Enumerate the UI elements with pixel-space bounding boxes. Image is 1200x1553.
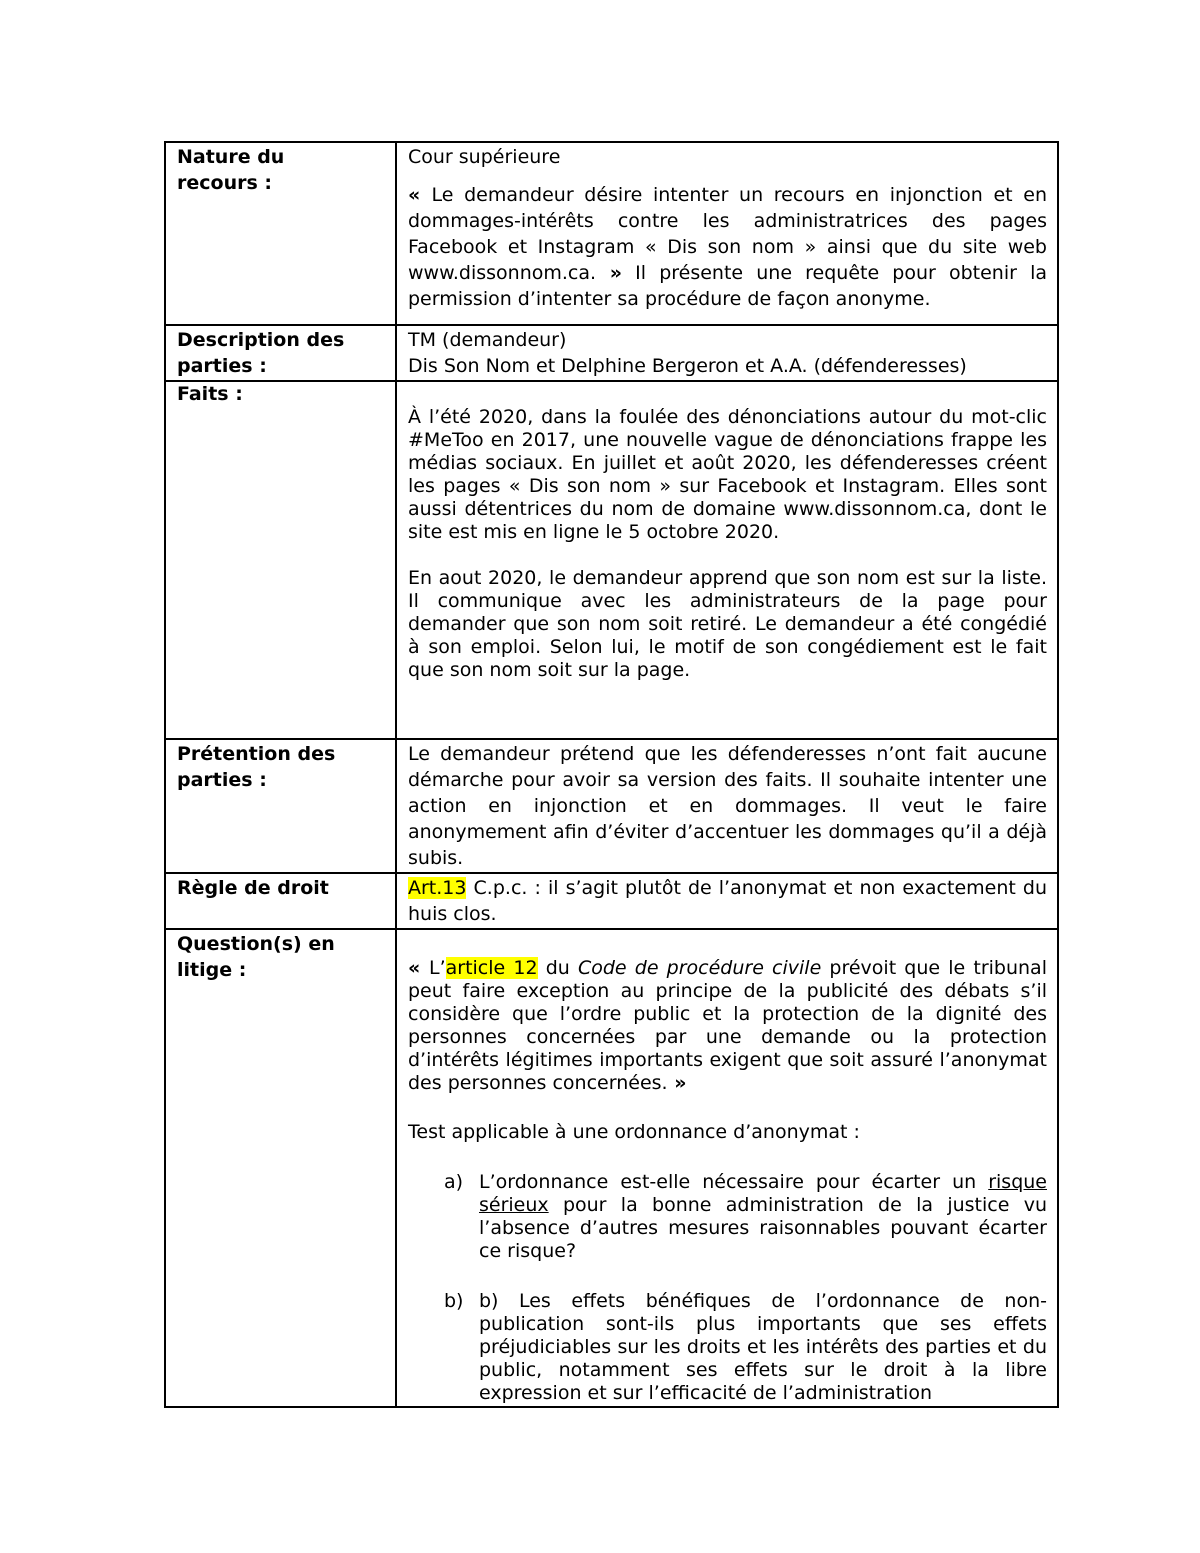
article-12-quote bbox=[408, 957, 1047, 1095]
item-a-underlined: risque sérieux bbox=[479, 1171, 1047, 1216]
label-nature-line1: Nature du bbox=[177, 146, 285, 168]
quote-close-mark: » bbox=[596, 262, 623, 284]
regle-text bbox=[408, 875, 1047, 927]
content-nature-du-recours bbox=[396, 142, 1058, 325]
test-item-a bbox=[444, 1171, 1047, 1263]
row-faits bbox=[165, 381, 1058, 739]
label-description-line1: Description des bbox=[177, 329, 345, 351]
label-faits-text: Faits : bbox=[177, 383, 243, 405]
regle-rest: C.p.c. : il s’agit plutôt de l’anonymat et non exactement du huis clos. bbox=[408, 877, 1047, 925]
row-pretention-des-parties bbox=[165, 739, 1058, 873]
content-questions-en-litige bbox=[396, 929, 1058, 1407]
party-plaintiff: TM (demandeur) bbox=[408, 329, 567, 351]
item-a-pre: L’ordonnance est-elle nécessaire pour écarter un bbox=[479, 1171, 989, 1193]
pretention-text: Le demandeur prétend que les défenderesses n’ont fait aucune démarche pour avoir sa version des faits. Il souhaite intenter une action en injonction et en dommages. Il veut le faire anonymement afin d’éviter d’accentuer les dommages qu’il a déjà subis. bbox=[408, 743, 1047, 869]
nature-quote bbox=[408, 182, 1047, 312]
item-b-marker: b) bbox=[444, 1290, 464, 1312]
item-b-text: b) Les effets bénéfiques de l’ordonnance de non-publication sont-ils plus importants que ses effets préjudiciables sur les droits et les intérêts des parties et du public, notamment ses effets sur le droit à la libre expression et sur l’efficacité de l’administration bbox=[479, 1290, 1047, 1404]
label-pretention-line2: parties : bbox=[177, 769, 267, 791]
nature-quote-text: Le demandeur désire intenter un recours en injonction et en dommages-intérêts contre les administratrices des pages Facebook et Instagram « Dis son nom » ainsi que du site web www.dissonnom.ca. bbox=[408, 184, 1047, 284]
faits-paragraph-2: En aout 2020, le demandeur apprend que son nom est sur la liste. Il communique avec les administrateurs de la page pour demander que son nom soit retiré. Le demandeur a été congédié à son emploi. Selon lui, le motif de son congédiement est le fait que son nom soit sur la page. bbox=[408, 567, 1047, 681]
label-faits bbox=[165, 381, 396, 739]
q-code-title: Code de procédure civile bbox=[577, 957, 822, 979]
test-title: Test applicable à une ordonnance d’anonymat : bbox=[408, 1121, 860, 1143]
label-nature-du-recours bbox=[165, 142, 396, 325]
label-description-des-parties bbox=[165, 325, 396, 381]
item-a-post: pour la bonne administration de la justice vu l’absence d’autres mesures raisonnables pouvant écarter ce risque? bbox=[479, 1194, 1047, 1262]
faits-paragraph-1: À l’été 2020, dans la foulée des dénonciations autour du mot-clic #MeToo en 2017, une nouvelle vague de dénonciations frappe les médias sociaux. En juillet et août 2020, les défenderesses créent les pages « Dis son nom » sur Facebook et Instagram. Elles sont aussi détentrices du nom de domaine www.dissonnom.ca, dont le site est mis en ligne le 5 octobre 2020. bbox=[408, 406, 1047, 543]
label-regle-text: Règle de droit bbox=[177, 877, 329, 899]
content-pretention-des-parties bbox=[396, 739, 1058, 873]
row-regle-de-droit bbox=[165, 873, 1058, 929]
row-questions-en-litige bbox=[165, 929, 1058, 1407]
nature-quote-after: Il présente une requête pour obtenir la permission d’intenter sa procédure de façon anonyme. bbox=[408, 262, 1047, 310]
label-questions-en-litige bbox=[165, 929, 396, 1407]
q-quote-open: « bbox=[408, 957, 429, 979]
court-name: Cour supérieure bbox=[408, 146, 561, 168]
label-description-line2: parties : bbox=[177, 355, 267, 377]
row-description-des-parties bbox=[165, 325, 1058, 381]
label-pretention-line1: Prétention des bbox=[177, 743, 336, 765]
q-rest: prévoit que le tribunal peut faire exception au principe de la publicité des débats s’il considère que l’ordre public et la protection de la dignité des personnes concernées par une demande ou la protection d’intérêts légitimes importants exigent que soit assuré l’anonymat des personnes concernées. bbox=[408, 957, 1047, 1094]
item-a-marker: a) bbox=[444, 1171, 464, 1193]
label-regle-de-droit bbox=[165, 873, 396, 929]
party-defendants: Dis Son Nom et Delphine Bergeron et A.A. (défenderesses) bbox=[408, 355, 967, 377]
content-regle-de-droit bbox=[396, 873, 1058, 929]
highlight-article-12: article 12 bbox=[445, 957, 538, 979]
case-brief-table bbox=[164, 141, 1059, 1408]
label-question-line2: litige : bbox=[177, 959, 247, 981]
q-mid: du bbox=[537, 957, 578, 979]
content-description-des-parties bbox=[396, 325, 1058, 381]
highlight-art13: Art.13 bbox=[408, 877, 467, 899]
q-quote-close: » bbox=[667, 1072, 687, 1094]
test-item-b bbox=[444, 1290, 1047, 1405]
label-nature-line2: recours : bbox=[177, 172, 272, 194]
q-pre: L’ bbox=[429, 957, 446, 979]
content-faits bbox=[396, 381, 1058, 739]
row-nature-du-recours bbox=[165, 142, 1058, 325]
quote-open-mark: « bbox=[408, 184, 432, 206]
item-a-text bbox=[479, 1171, 1047, 1263]
label-question-line1: Question(s) en bbox=[177, 933, 335, 955]
label-pretention-des-parties bbox=[165, 739, 396, 873]
